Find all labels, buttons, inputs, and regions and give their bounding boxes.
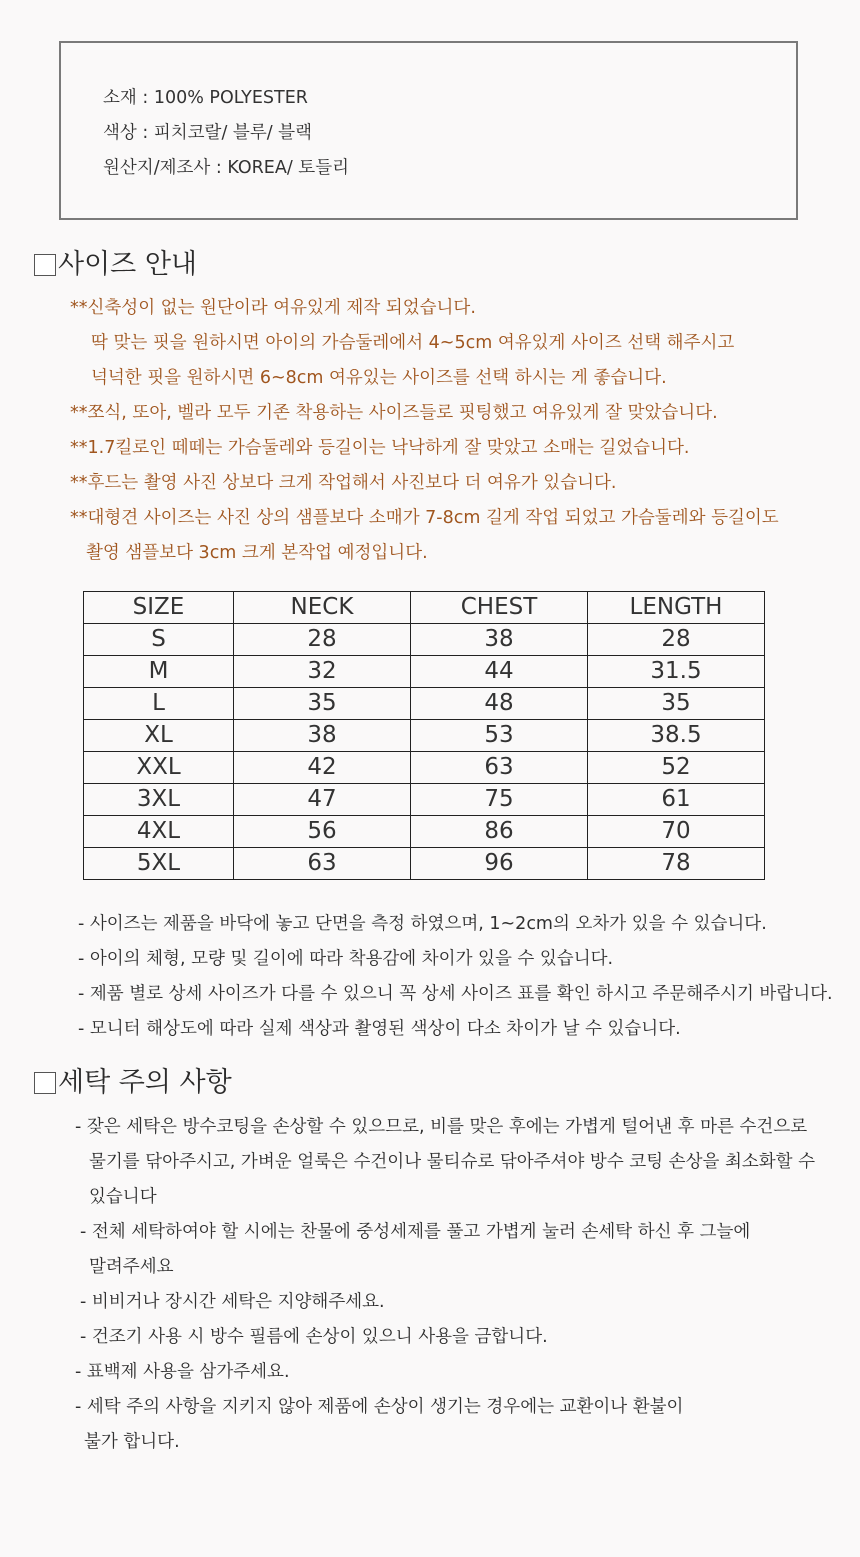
cell-neck: 56: [234, 816, 411, 848]
wash-care-line: 불가 합니다.: [84, 1432, 180, 1452]
cell-length: 31.5: [588, 656, 765, 688]
cell-neck: 28: [234, 624, 411, 656]
cell-size: 5XL: [84, 848, 234, 880]
size-note: **대형견 사이즈는 사진 상의 샘플보다 소매가 7-8cm 길게 작업 되었고 가슴둘레와 등길이도: [70, 508, 779, 528]
size-note: 넉넉한 핏을 원하시면 6~8cm 여유있는 사이즈를 선택 하시는 게 좋습니다.: [91, 368, 667, 388]
header-neck: NECK: [234, 592, 411, 624]
table-row: [84, 656, 765, 688]
cell-chest: 75: [411, 784, 588, 816]
disclaimer-line: - 제품 별로 상세 사이즈가 다를 수 있으니 꼭 상세 사이즈 표를 확인 하시고 주문해주시기 바랍니다.: [78, 984, 833, 1004]
table-row: [84, 720, 765, 752]
origin-text: 원산지/제조사 : KOREA/ 토들리: [103, 158, 350, 178]
wash-care-heading: [34, 1067, 232, 1099]
cell-chest: 53: [411, 720, 588, 752]
cell-neck: 38: [234, 720, 411, 752]
cell-length: 78: [588, 848, 765, 880]
material-text: 소재 : 100% POLYESTER: [103, 88, 308, 108]
cell-size: XXL: [84, 752, 234, 784]
cell-length: 35: [588, 688, 765, 720]
cell-length: 52: [588, 752, 765, 784]
cell-neck: 35: [234, 688, 411, 720]
size-note: 촬영 샘플보다 3cm 크게 본작업 예정입니다.: [86, 543, 428, 563]
size-table: [83, 591, 765, 880]
size-guide-title: 사이즈 안내: [58, 249, 197, 280]
cell-neck: 42: [234, 752, 411, 784]
cell-size: XL: [84, 720, 234, 752]
cell-chest: 96: [411, 848, 588, 880]
table-row: [84, 688, 765, 720]
wash-care-title: 세탁 주의 사항: [58, 1067, 232, 1098]
table-row: [84, 624, 765, 656]
wash-care-line: - 건조기 사용 시 방수 필름에 손상이 있으니 사용을 금합니다.: [80, 1327, 548, 1347]
disclaimer-line: - 모니터 해상도에 따라 실제 색상과 촬영된 색상이 다소 차이가 날 수 있습니다.: [78, 1019, 681, 1039]
checkbox-icon: [34, 1072, 56, 1094]
table-row: [84, 816, 765, 848]
size-note: **신축성이 없는 원단이라 여유있게 제작 되었습니다.: [70, 298, 476, 318]
cell-size: 4XL: [84, 816, 234, 848]
cell-neck: 47: [234, 784, 411, 816]
cell-size: 3XL: [84, 784, 234, 816]
size-note: 딱 맞는 핏을 원하시면 아이의 가슴둘레에서 4~5cm 여유있게 사이즈 선택 해주시고: [91, 333, 735, 353]
wash-care-line: 있습니다: [89, 1187, 157, 1207]
wash-care-line: 말려주세요: [89, 1257, 174, 1277]
cell-size: S: [84, 624, 234, 656]
wash-care-line: - 세탁 주의 사항을 지키지 않아 제품에 손상이 생기는 경우에는 교환이나 환불이: [75, 1397, 684, 1417]
size-note: **1.7킬로인 떼떼는 가슴둘레와 등길이는 낙낙하게 잘 맞았고 소매는 길었습니다.: [70, 438, 690, 458]
cell-size: L: [84, 688, 234, 720]
table-row: [84, 784, 765, 816]
wash-care-line: - 잦은 세탁은 방수코팅을 손상할 수 있으므로, 비를 맞은 후에는 가볍게 털어낸 후 마른 수건으로: [75, 1117, 808, 1137]
checkbox-icon: [34, 254, 56, 276]
size-note: **후드는 촬영 사진 상보다 크게 작업해서 사진보다 더 여유가 있습니다.: [70, 473, 617, 493]
wash-care-line: - 전체 세탁하여야 할 시에는 찬물에 중성세제를 풀고 가볍게 눌러 손세탁 하신 후 그늘에: [80, 1222, 751, 1242]
cell-chest: 48: [411, 688, 588, 720]
table-row: [84, 848, 765, 880]
color-text: 색상 : 피치코랄/ 블루/ 블랙: [103, 123, 312, 143]
material-spec-box: [59, 41, 798, 220]
cell-chest: 63: [411, 752, 588, 784]
disclaimer-line: - 아이의 체형, 모량 및 길이에 따라 착용감에 차이가 있을 수 있습니다.: [78, 949, 614, 969]
cell-chest: 38: [411, 624, 588, 656]
header-size: SIZE: [84, 592, 234, 624]
disclaimer-line: - 사이즈는 제품을 바닥에 놓고 단면을 측정 하였으며, 1~2cm의 오차가 있을 수 있습니다.: [78, 914, 767, 934]
wash-care-line: - 표백제 사용을 삼가주세요.: [75, 1362, 290, 1382]
table-header-row: [84, 592, 765, 624]
header-chest: CHEST: [411, 592, 588, 624]
size-note: **쪼식, 또아, 벨라 모두 기존 착용하는 사이즈들로 핏팅했고 여유있게 잘 맞았습니다.: [70, 403, 718, 423]
cell-length: 28: [588, 624, 765, 656]
cell-length: 38.5: [588, 720, 765, 752]
cell-chest: 86: [411, 816, 588, 848]
cell-neck: 63: [234, 848, 411, 880]
cell-length: 70: [588, 816, 765, 848]
cell-length: 61: [588, 784, 765, 816]
wash-care-line: - 비비거나 장시간 세탁은 지양해주세요.: [80, 1292, 385, 1312]
header-length: LENGTH: [588, 592, 765, 624]
size-guide-heading: [34, 249, 197, 281]
table-row: [84, 752, 765, 784]
wash-care-line: 물기를 닦아주시고, 가벼운 얼룩은 수건이나 물티슈로 닦아주셔야 방수 코팅 손상을 최소화할 수: [89, 1152, 816, 1172]
cell-size: M: [84, 656, 234, 688]
cell-neck: 32: [234, 656, 411, 688]
cell-chest: 44: [411, 656, 588, 688]
